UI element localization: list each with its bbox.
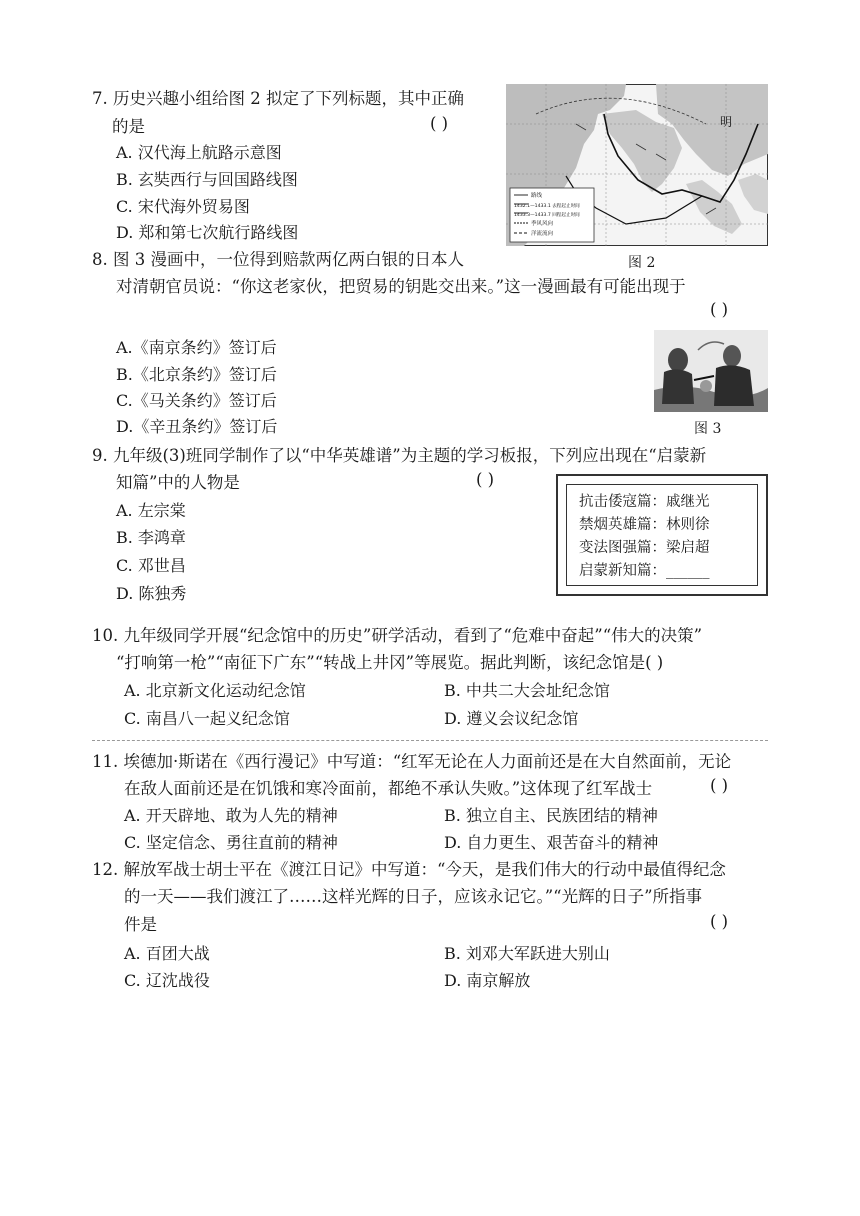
q9-option-a: A. 左宗棠 [116,501,186,520]
q10-stem-line1: 10. 九年级同学开展“纪念馆中的历史”研学活动，看到了“危难中奋起”“伟大的决策” [92,626,703,645]
q10-option-b: B. 中共二大会址纪念馆 [444,681,610,700]
board-line-3: 变法图强篇：梁启超 [579,540,710,556]
q7-option-d: D. 郑和第七次航行路线图 [116,223,299,242]
q9-stem-line2: 知篇”中的人物是 [116,473,240,492]
map-legend-current: 洋流流向 [531,231,554,237]
board-line-2: 禁烟英雄篇：林则徐 [579,517,710,533]
q8-answer-paren: ( ) [710,300,729,319]
q7-option-c: C. 宋代海外贸易图 [116,197,250,216]
q8-option-c: C.《马关条约》签订后 [116,391,277,410]
q12-answer-paren: ( ) [710,912,729,931]
q11-option-c: C. 坚定信念、勇往直前的精神 [124,833,338,852]
q8-stem-line2: 对清朝官员说：“你这老家伙，把贸易的钥匙交出来。”这一漫画最有可能出现于 [116,277,686,296]
q7-stem-line2: 的是 [112,117,145,136]
figure-2-map [506,84,768,246]
q8-option-a: A.《南京条约》签订后 [116,338,277,357]
map-legend-return: 1433.3—1433.7 回程起止时间 [514,213,580,218]
q9-answer-paren: ( ) [476,470,495,489]
q12-stem-line2: 的一天——我们渡江了……这样光辉的日子，应该永记它。”“光辉的日子”所指事 [124,887,703,906]
map-legend-outbound: 1432.1—1433.1 去程起止时间 [514,204,580,209]
hero-board [556,474,768,596]
q8-stem-line1: 8. 图 3 漫画中，一位得到赔款两亿两白银的日本人 [92,250,464,269]
q9-option-d: D. 陈独秀 [116,584,187,603]
map-label-ming: 明 [720,115,733,129]
figure-2-caption: 图 2 [628,255,656,271]
q12-option-c: C. 辽沈战役 [124,971,210,990]
section-divider [92,740,768,741]
board-line-1: 抗击倭寇篇：戚继光 [579,494,710,510]
q11-option-a: A. 开天辟地、敢为人先的精神 [124,806,338,825]
q7-answer-paren: ( ) [430,114,449,133]
q10-stem-line2: “打响第一枪”“南征下广东”“转战上井冈”等展览。据此判断，该纪念馆是( ) [116,653,664,672]
q10-option-a: A. 北京新文化运动纪念馆 [124,681,306,700]
q10-option-d: D. 遵义会议纪念馆 [444,709,579,728]
q12-stem-line1: 12. 解放军战士胡士平在《渡江日记》中写道：“今天，是我们伟大的行动中最值得纪念 [92,860,726,879]
q12-option-d: D. 南京解放 [444,971,531,990]
q9-stem-line1: 9. 九年级(3)班同学制作了以“中华英雄谱”为主题的学习板报，下列应出现在“启蒙新 [92,446,707,465]
q11-option-b: B. 独立自主、民族团结的精神 [444,806,658,825]
figure-3-caption: 图 3 [694,421,722,437]
q8-option-d: D.《辛丑条约》签订后 [116,417,278,436]
q11-stem-line2: 在敌人面前还是在饥饿和寒冷面前，都绝不承认失败。”这体现了红军战士 [124,779,653,798]
q11-answer-paren: ( ) [710,776,729,795]
q7-option-b: B. 玄奘西行与回国路线图 [116,170,298,189]
q9-option-b: B. 李鸿章 [116,528,186,547]
q8-option-b: B.《北京条约》签订后 [116,365,277,384]
q11-stem-line1: 11. 埃德加·斯诺在《西行漫记》中写道：“红军无论在人力面前还是在大自然面前，无论 [92,752,732,771]
map-legend-route: 路线 [531,193,543,199]
q9-option-c: C. 邓世昌 [116,556,186,575]
q7-stem-line1: 7. 历史兴趣小组给图 2 拟定了下列标题，其中正确 [92,89,464,108]
q11-option-d: D. 自力更生、艰苦奋斗的精神 [444,833,659,852]
board-line-4: 启蒙新知篇：______ [579,563,710,579]
q12-stem-line3: 件是 [124,915,157,934]
figure-3-cartoon [654,330,768,412]
q12-option-a: A. 百团大战 [124,944,210,963]
map-legend-monsoon: 季风风向 [531,221,554,227]
q12-option-b: B. 刘邓大军跃进大别山 [444,944,610,963]
q10-option-c: C. 南昌八一起义纪念馆 [124,709,290,728]
q7-option-a: A. 汉代海上航路示意图 [116,143,282,162]
